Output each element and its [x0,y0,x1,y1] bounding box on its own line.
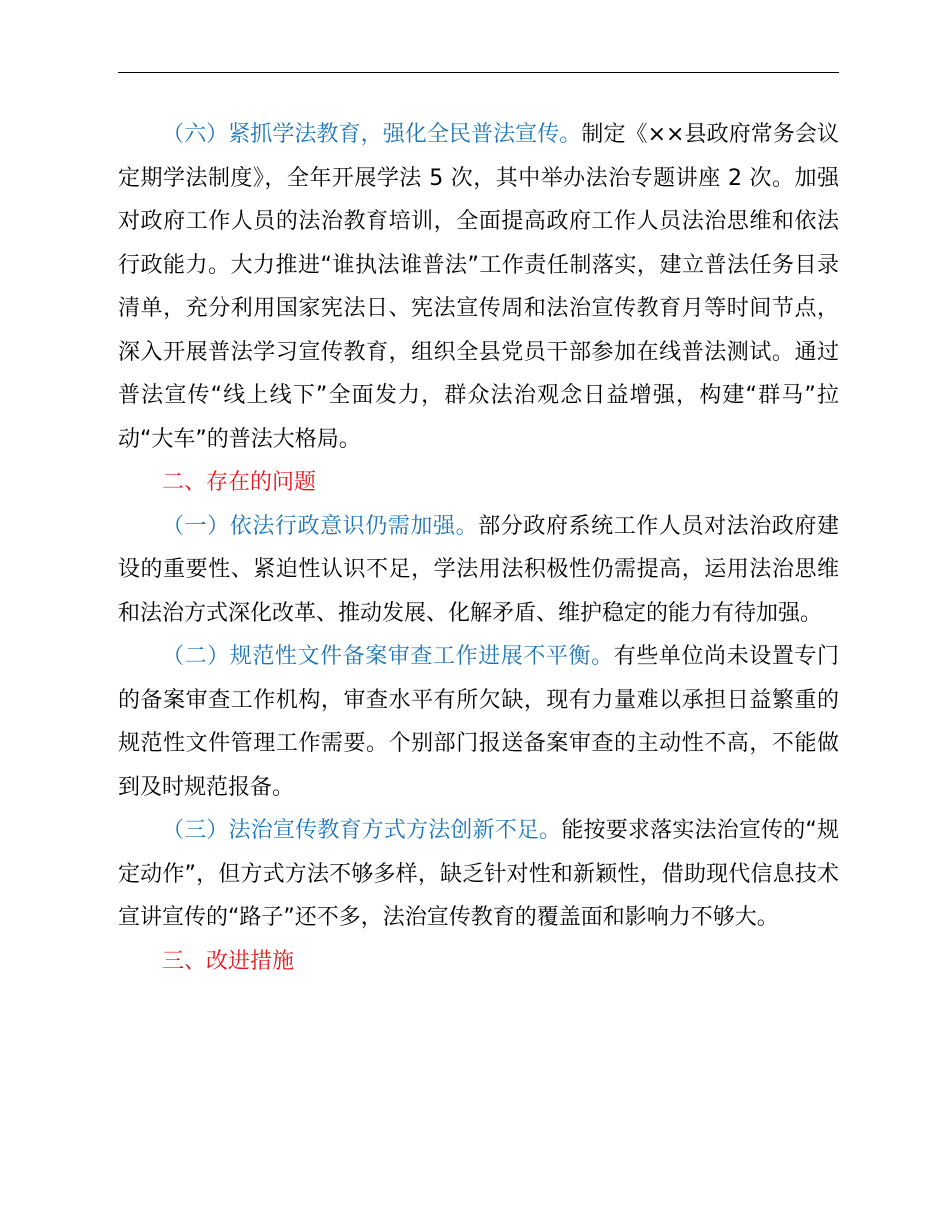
paragraph-document-review [118,635,839,809]
subheading-document-review: （二）规范性文件备案审查工作进展不平衡。 [162,644,614,669]
section-heading-problems: 二、存在的问题 [162,470,317,495]
paragraph-text: 部分政府系统工作人员对法治政府建设的重要性、紧迫性认识不足，学法用法积极性仍需提高，运用法治思维和法治方式深化改革、推动发展、化解矛盾、维护稳定的能力有待加强。 [118,513,839,626]
subheading-publicity-innovation: （三）法治宣传教育方式方法创新不足。 [162,818,562,843]
paragraph-administration-awareness [118,505,839,636]
paragraph-text: 能按要求落实法治宣传的“规定动作”，但方式方法不够多样，缺乏针对性和新颖性，借助现代信息技术宣讲宣传的“路子”还不多，法治宣传教育的覆盖面和影响力不够大。 [118,818,839,930]
document-body [118,113,839,983]
paragraph-text: 有些单位尚未设置专门的备案审查工作机构，审查水平有所欠缺，现有力量难以承担日益繁重的规范性文件管理工作需要。个别部门报送备案审查的主动性不高，不能做到及时规范报备。 [118,644,839,800]
paragraph-text: 制定《××县政府常务会议定期学法制度》，全年开展学法 5 次，其中举办法治专题讲座 2 次。加强对政府工作人员的法治教育培训，全面提高政府工作人员法治思维和依法行政能力。大力推进“谁执法谁普法”工作责任制落实，建立普法任务目录清单，充分利用国家宪法日、宪法宣传周和法治宣传教育月等时间节点，深入开展普法学习宣传教育，组织全县党员干部参加在线普法测试。通过普法宣传“线上线下”全面发力，群众法治观念日益增强，构建“群马”拉动“大车”的普法大格局。 [118,122,839,452]
subheading-administration-awareness: （一）依法行政意识仍需加强。 [162,513,479,539]
section-heading-improvements: 三、改进措施 [162,948,295,974]
header-rule [118,72,839,73]
paragraph-legal-education [118,113,839,461]
paragraph-publicity-innovation [118,809,839,940]
subheading-legal-education: （六）紧抓学法教育，强化全民普法宣传。 [162,122,582,147]
